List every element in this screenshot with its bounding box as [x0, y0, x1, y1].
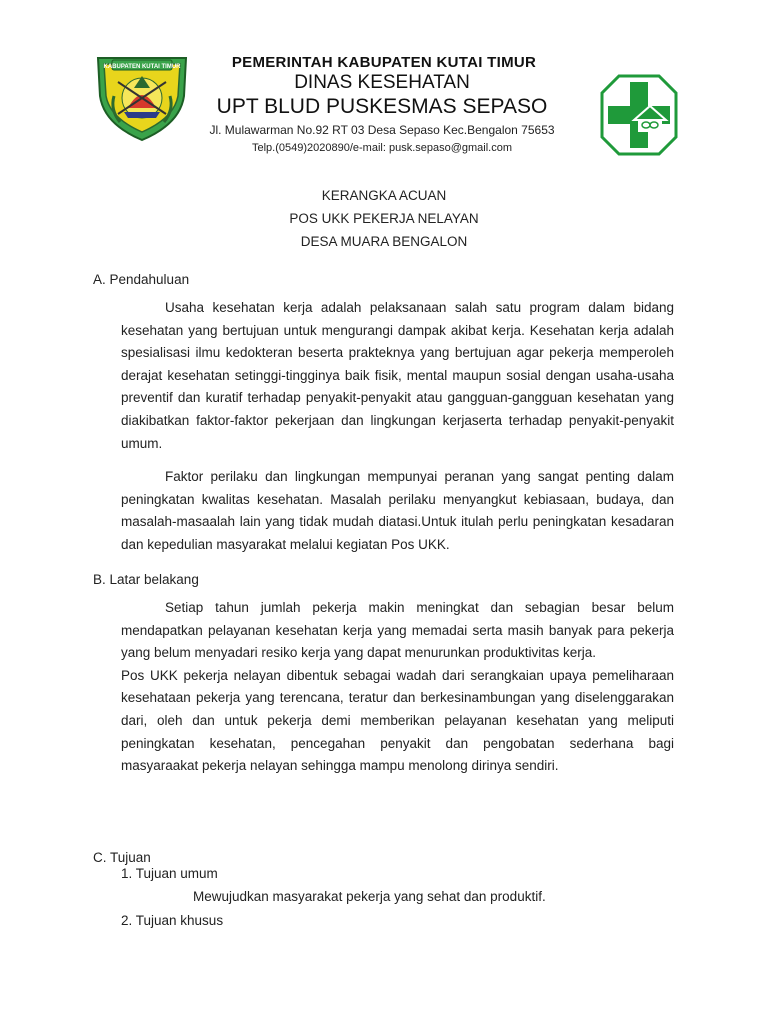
section-b-paragraph-2: Pos UKK pekerja nelayan dibentuk sebagai wadah dari serangkaian upaya pemeliharaan kesehataan pekerja yang terencana, teratur dan berkesinambungan yang diselenggarakan dari, oleh dan untuk pekerja demi memberikan pelayanan kesehatan yang meliputi peningkatan kesehatan, pencegahan penyakit dan pengobatan sederhana bagi masyaraakat pekerja nelayan sehingga mampu menolong dirinya sendiri. — [121, 667, 674, 774]
section-a-heading: A. Pendahuluan — [93, 272, 190, 287]
section-a-body-2 — [121, 466, 674, 556]
section-a-body — [121, 297, 674, 455]
objective-general-text: Mewujudkan masyarakat pekerja yang sehat dan produktif. — [193, 889, 546, 904]
objective-general-label: 1. Tujuan umum — [121, 866, 218, 881]
doc-title: KERANGKA ACUAN — [321, 188, 447, 203]
doc-subtitle: POS UKK PEKERJA NELAYAN — [289, 211, 479, 226]
doc-location: DESA MUARA BENGALON — [300, 234, 468, 249]
emblem-banner-text: KABUPATEN KUTAI TIMUR — [103, 64, 181, 70]
section-c-heading: C. Tujuan — [93, 850, 151, 865]
header-contact: Telp.(0549)2020890/e-mail: pusk.sepaso@gmail.com — [251, 142, 513, 154]
header-address: Jl. Mulawarman No.92 RT 03 Desa Sepaso Kec.Bengalon 75653 — [209, 123, 555, 137]
header-government: PEMERINTAH KABUPATEN KUTAI TIMUR — [231, 54, 537, 71]
header-institution: UPT BLUD PUSKESMAS SEPASO — [216, 95, 548, 118]
section-b-heading: B. Latar belakang — [93, 572, 199, 587]
objective-specific-label: 2. Tujuan khusus — [121, 913, 224, 928]
section-b-body — [121, 597, 674, 778]
header-department: DINAS KESEHATAN — [294, 72, 470, 93]
puskesmas-logo — [600, 74, 678, 156]
section-a-paragraph-2: Faktor perilaku dan lingkungan mempunyai peranan yang sangat penting dalam peningkatan kwalitas kesehatan. Masalah perilaku menyangkut kebiasaan, budaya, dan masalah-masaalah lain yang tidak mudah diatasi.Untuk itulah perlu peningkatan kesadaran dan kepedulian masyarakat melalui kegiatan Pos UKK. — [121, 469, 674, 552]
section-a-paragraph-1: Usaha kesehatan kerja adalah pelaksanaan salah satu program dalam bidang kesehatan yang bertujuan untuk mengurangi dampak akibat kerja. Kesehatan kerja adalah spesialisasi ilmu kedokteran beserta prakteknya yang bertujuan agar pekerja memperoleh derajat kesehatan setinggi-tingginya baik fisik, mental maupun sosial dengan usaha-usaha preventif dan kuratif terhadap penyakit-penyakit atau gangguan-gangguan kesehatan yang diakibatkan faktor-faktor pekerjaan dan lingkungan kerjaserta terhadap penyakit-penyakit umum. — [121, 300, 674, 451]
section-b-paragraph-1: Setiap tahun jumlah pekerja makin meningkat dan sebagian besar belum mendapatkan pelayanan kesehatan kerja yang memadai serta masih banyak para pekerja yang belum menyadari resiko kerja yang dapat menurunkan produktivitas kerja. — [121, 600, 674, 661]
